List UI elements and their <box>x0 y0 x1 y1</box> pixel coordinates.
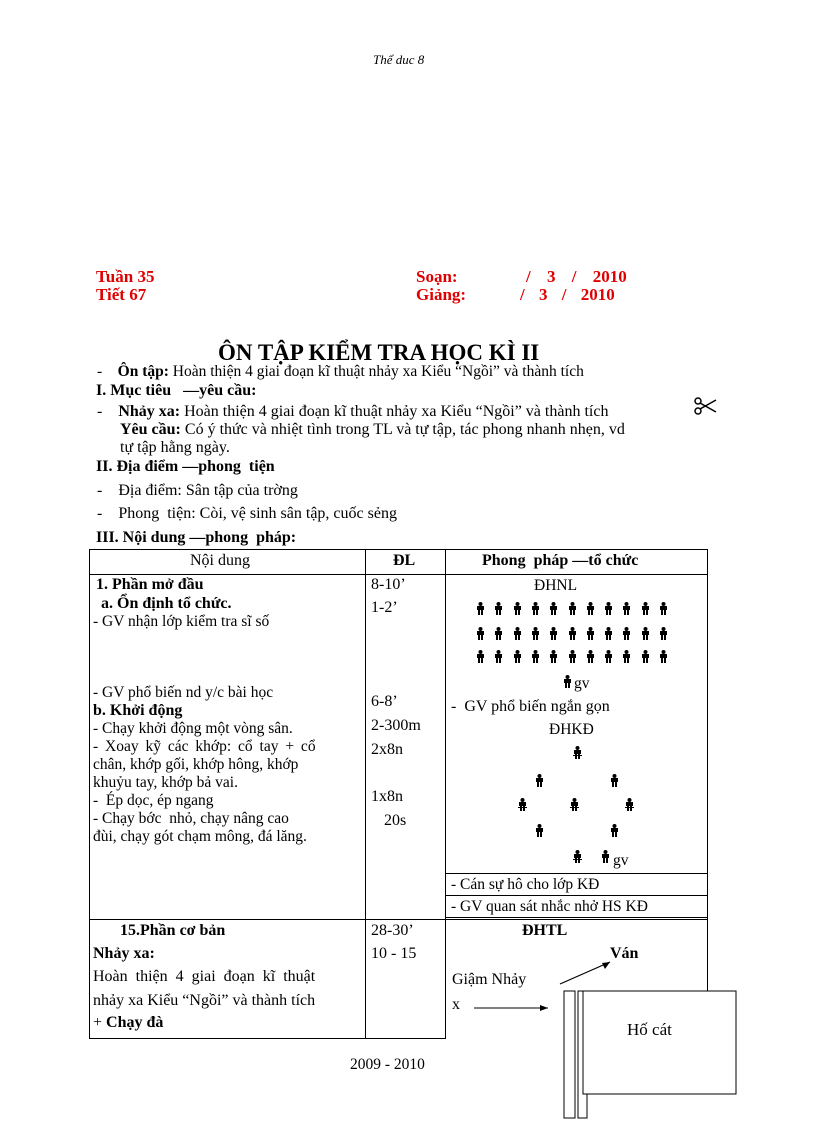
note-1: - Cán sự hô cho lớp KĐ <box>451 876 600 893</box>
sand-pit-label: Hố cát <box>627 1020 672 1039</box>
stick-figure-icon <box>535 824 544 842</box>
row-2-text-2: nhảy xa Kiểu “Ngồi” và thành tích <box>93 992 316 1009</box>
stick-figure-icon <box>568 627 577 645</box>
requirement-text-cont: tự tập hằng ngày. <box>120 439 230 456</box>
stick-figure-icon <box>476 602 485 620</box>
prepared-date: / 3 / 2010 <box>526 267 627 286</box>
place-line: - Địa điểm: Sân tập của trờng <box>97 482 298 499</box>
stick-figure-icon <box>622 627 631 645</box>
stick-figure-icon <box>622 602 631 620</box>
header-method: Phong pháp —tổ chức <box>482 552 639 569</box>
announce: - GV phổ biến nd y/c bài học <box>93 684 274 701</box>
stick-figure-icon <box>604 650 613 668</box>
stick-figure-icon <box>568 602 577 620</box>
header-dl: ĐL <box>393 552 416 569</box>
dl-4: 2-300m <box>371 717 421 734</box>
note-2: - GV quan sát nhắc nhở HS KĐ <box>451 898 648 915</box>
dl-3: 6-8’ <box>371 693 398 710</box>
rotation-3: khuỷu tay, khớp bả vai. <box>93 774 238 791</box>
stick-figure-icon <box>586 627 595 645</box>
stick-figure-icon <box>549 602 558 620</box>
stick-figure-icon <box>641 602 650 620</box>
stick-figure-icon <box>586 650 595 668</box>
part-1-title: 1. Phần mở đầu <box>96 576 204 593</box>
teacher-label-2: gv <box>613 852 629 869</box>
dl-1: 8-10’ <box>371 576 406 593</box>
stick-figure-icon <box>573 746 582 764</box>
page-footer: 2009 - 2010 <box>350 1056 425 1073</box>
stick-figure-icon <box>476 627 485 645</box>
stick-figure-icon <box>531 602 540 620</box>
stick-figure-icon <box>563 675 572 688</box>
taught-date: / 3 / 2010 <box>520 285 615 304</box>
long-jump-pit-diagram <box>440 940 750 1120</box>
drill-1: - Chạy bớc nhỏ, chạy nâng cao <box>93 810 289 827</box>
long-jump-text: Hoàn thiện 4 giai đoạn kĩ thuật nhảy xa Kiểu “Ngồi” và thành tích <box>184 403 609 420</box>
header-content: Nội dung <box>190 552 250 569</box>
dl-7: 20s <box>384 812 407 829</box>
page-title: ÔN TẬP KIỂM TRA HỌC KÌ II <box>218 340 540 365</box>
formation-hnl: ĐHNL <box>534 577 578 594</box>
rotation-1: - Xoay kỹ các khớp: cổ tay + cổ <box>93 738 316 755</box>
stick-figure-icon <box>513 627 522 645</box>
part-2-title: 15.Phần cơ bản <box>120 922 226 939</box>
stick-figure-icon <box>531 627 540 645</box>
dl-2: 1-2’ <box>371 599 398 616</box>
method-divider <box>445 895 708 896</box>
stick-figure-icon <box>604 602 613 620</box>
run-up-prefix: + <box>93 1014 103 1031</box>
scissors-icon <box>694 397 718 415</box>
stick-figure-icon <box>641 650 650 668</box>
review-text: Hoàn thiện 4 giai đoạn kĩ thuật nhảy xa Kiểu “Ngồi” và thành tích <box>172 363 584 380</box>
prepared-label: Soạn: <box>416 267 458 286</box>
method-divider-2 <box>445 873 708 874</box>
row-2-text-1: Hoàn thiện 4 giai đoạn kĩ thuật <box>93 968 316 985</box>
lesson-label: Tiết 67 <box>96 285 147 304</box>
board-label: Ván <box>610 945 639 962</box>
running-header: Thể duc 8 <box>373 52 425 67</box>
formation-htl: ĐHTL <box>522 922 568 939</box>
week-label: Tuần 35 <box>96 267 155 286</box>
long-jump-line: - Nhảy xa: Hoàn thiện 4 giai đoạn kĩ thuật nhảy xa Kiểu “Ngồi” và thành tích <box>97 403 609 420</box>
place-text: Địa điểm: Sân tập của trờng <box>118 482 298 499</box>
run-up-label: Chạy đà <box>106 1014 164 1031</box>
stick-figure-icon <box>610 774 619 792</box>
stick-figure-icon <box>622 650 631 668</box>
stick-figure-icon <box>601 850 610 868</box>
brief: - GV phổ biến ngắn gọn <box>451 698 610 715</box>
section-1-heading <box>96 382 256 400</box>
requirement-text: Có ý thức và nhiệt tình trong TL và tự tập, tác phong nhanh nhẹn, vd <box>184 421 625 438</box>
stick-figure-icon <box>531 650 540 668</box>
stick-figure-icon <box>568 650 577 668</box>
requirement-line <box>120 421 625 439</box>
stick-figure-icon <box>573 850 582 868</box>
rotation-2: chân, khớp gối, khớp hông, khớp <box>93 756 299 773</box>
stick-figure-icon <box>625 798 634 816</box>
stick-figure-icon <box>476 650 485 668</box>
stick-figure-icon <box>535 774 544 792</box>
org-title: a. Ổn định tổ chức. <box>101 595 232 612</box>
stick-figure-icon <box>659 602 668 620</box>
section-1-title-b: —yêu cầu: <box>183 382 257 399</box>
stick-figure-icon <box>518 798 527 816</box>
teacher-label-1: gv <box>574 675 590 692</box>
taught-label: Giảng: <box>416 285 467 304</box>
dl-6: 1x8n <box>371 788 403 805</box>
stick-figure-icon <box>494 602 503 620</box>
stretch: - Ép dọc, ép ngang <box>93 792 214 809</box>
stick-figure-icon <box>494 627 503 645</box>
equipment-line: - Phong tiện: Còi, vệ sinh sân tập, cuốc sẻng <box>97 505 397 522</box>
section-3-heading: III. Nội dung —phong pháp: <box>96 529 297 546</box>
section-1-roman: I. <box>96 382 107 399</box>
stick-figure-icon <box>570 798 579 816</box>
runway-x: x <box>452 996 460 1013</box>
stick-figure-icon <box>513 602 522 620</box>
stick-figure-icon <box>659 650 668 668</box>
requirement-label: Yêu cầu: <box>120 421 181 438</box>
equipment-text: Phong tiện: Còi, vệ sinh sân tập, cuốc sẻng <box>118 505 397 522</box>
stick-figure-icon <box>549 650 558 668</box>
warmup-title: b. Khởi động <box>93 702 183 719</box>
formation-hkd: ĐHKĐ <box>549 721 594 738</box>
section-2-heading: II. Địa điểm —phong tiện <box>96 458 275 475</box>
dl-8: 28-30’ <box>371 922 414 939</box>
stick-figure-icon <box>641 627 650 645</box>
takeoff-label: Giậm Nhảy <box>452 971 527 988</box>
dl-5: 2x8n <box>371 741 403 758</box>
stick-figure-icon <box>604 627 613 645</box>
drill-2: đùi, chạy gót chạm mông, đá lăng. <box>93 828 307 845</box>
run-up-line <box>93 1014 163 1032</box>
stick-figure-icon <box>610 824 619 842</box>
row-divider-double <box>445 917 708 918</box>
long-jump-label: Nhảy xa: <box>118 403 181 420</box>
dl-9: 10 - 15 <box>371 945 417 962</box>
stick-figure-icon <box>494 650 503 668</box>
stick-figure-icon <box>586 602 595 620</box>
review-label: Ôn tập: <box>117 363 169 380</box>
section-1-title-a: Mục tiêu <box>110 382 172 399</box>
stick-figure-icon <box>549 627 558 645</box>
stick-figure-icon <box>659 627 668 645</box>
warmup-run: - Chạy khởi động một vòng sân. <box>93 720 293 737</box>
jump-label: Nhảy xa: <box>93 945 155 962</box>
stick-figure-icon <box>513 650 522 668</box>
roll-call: - GV nhận lớp kiểm tra sĩ số <box>93 613 270 630</box>
teacher-figure-1 <box>563 675 572 693</box>
review-line: - Ôn tập: Hoàn thiện 4 giai đoạn kĩ thuật nhảy xa Kiểu “Ngồi” và thành tích <box>97 363 584 380</box>
